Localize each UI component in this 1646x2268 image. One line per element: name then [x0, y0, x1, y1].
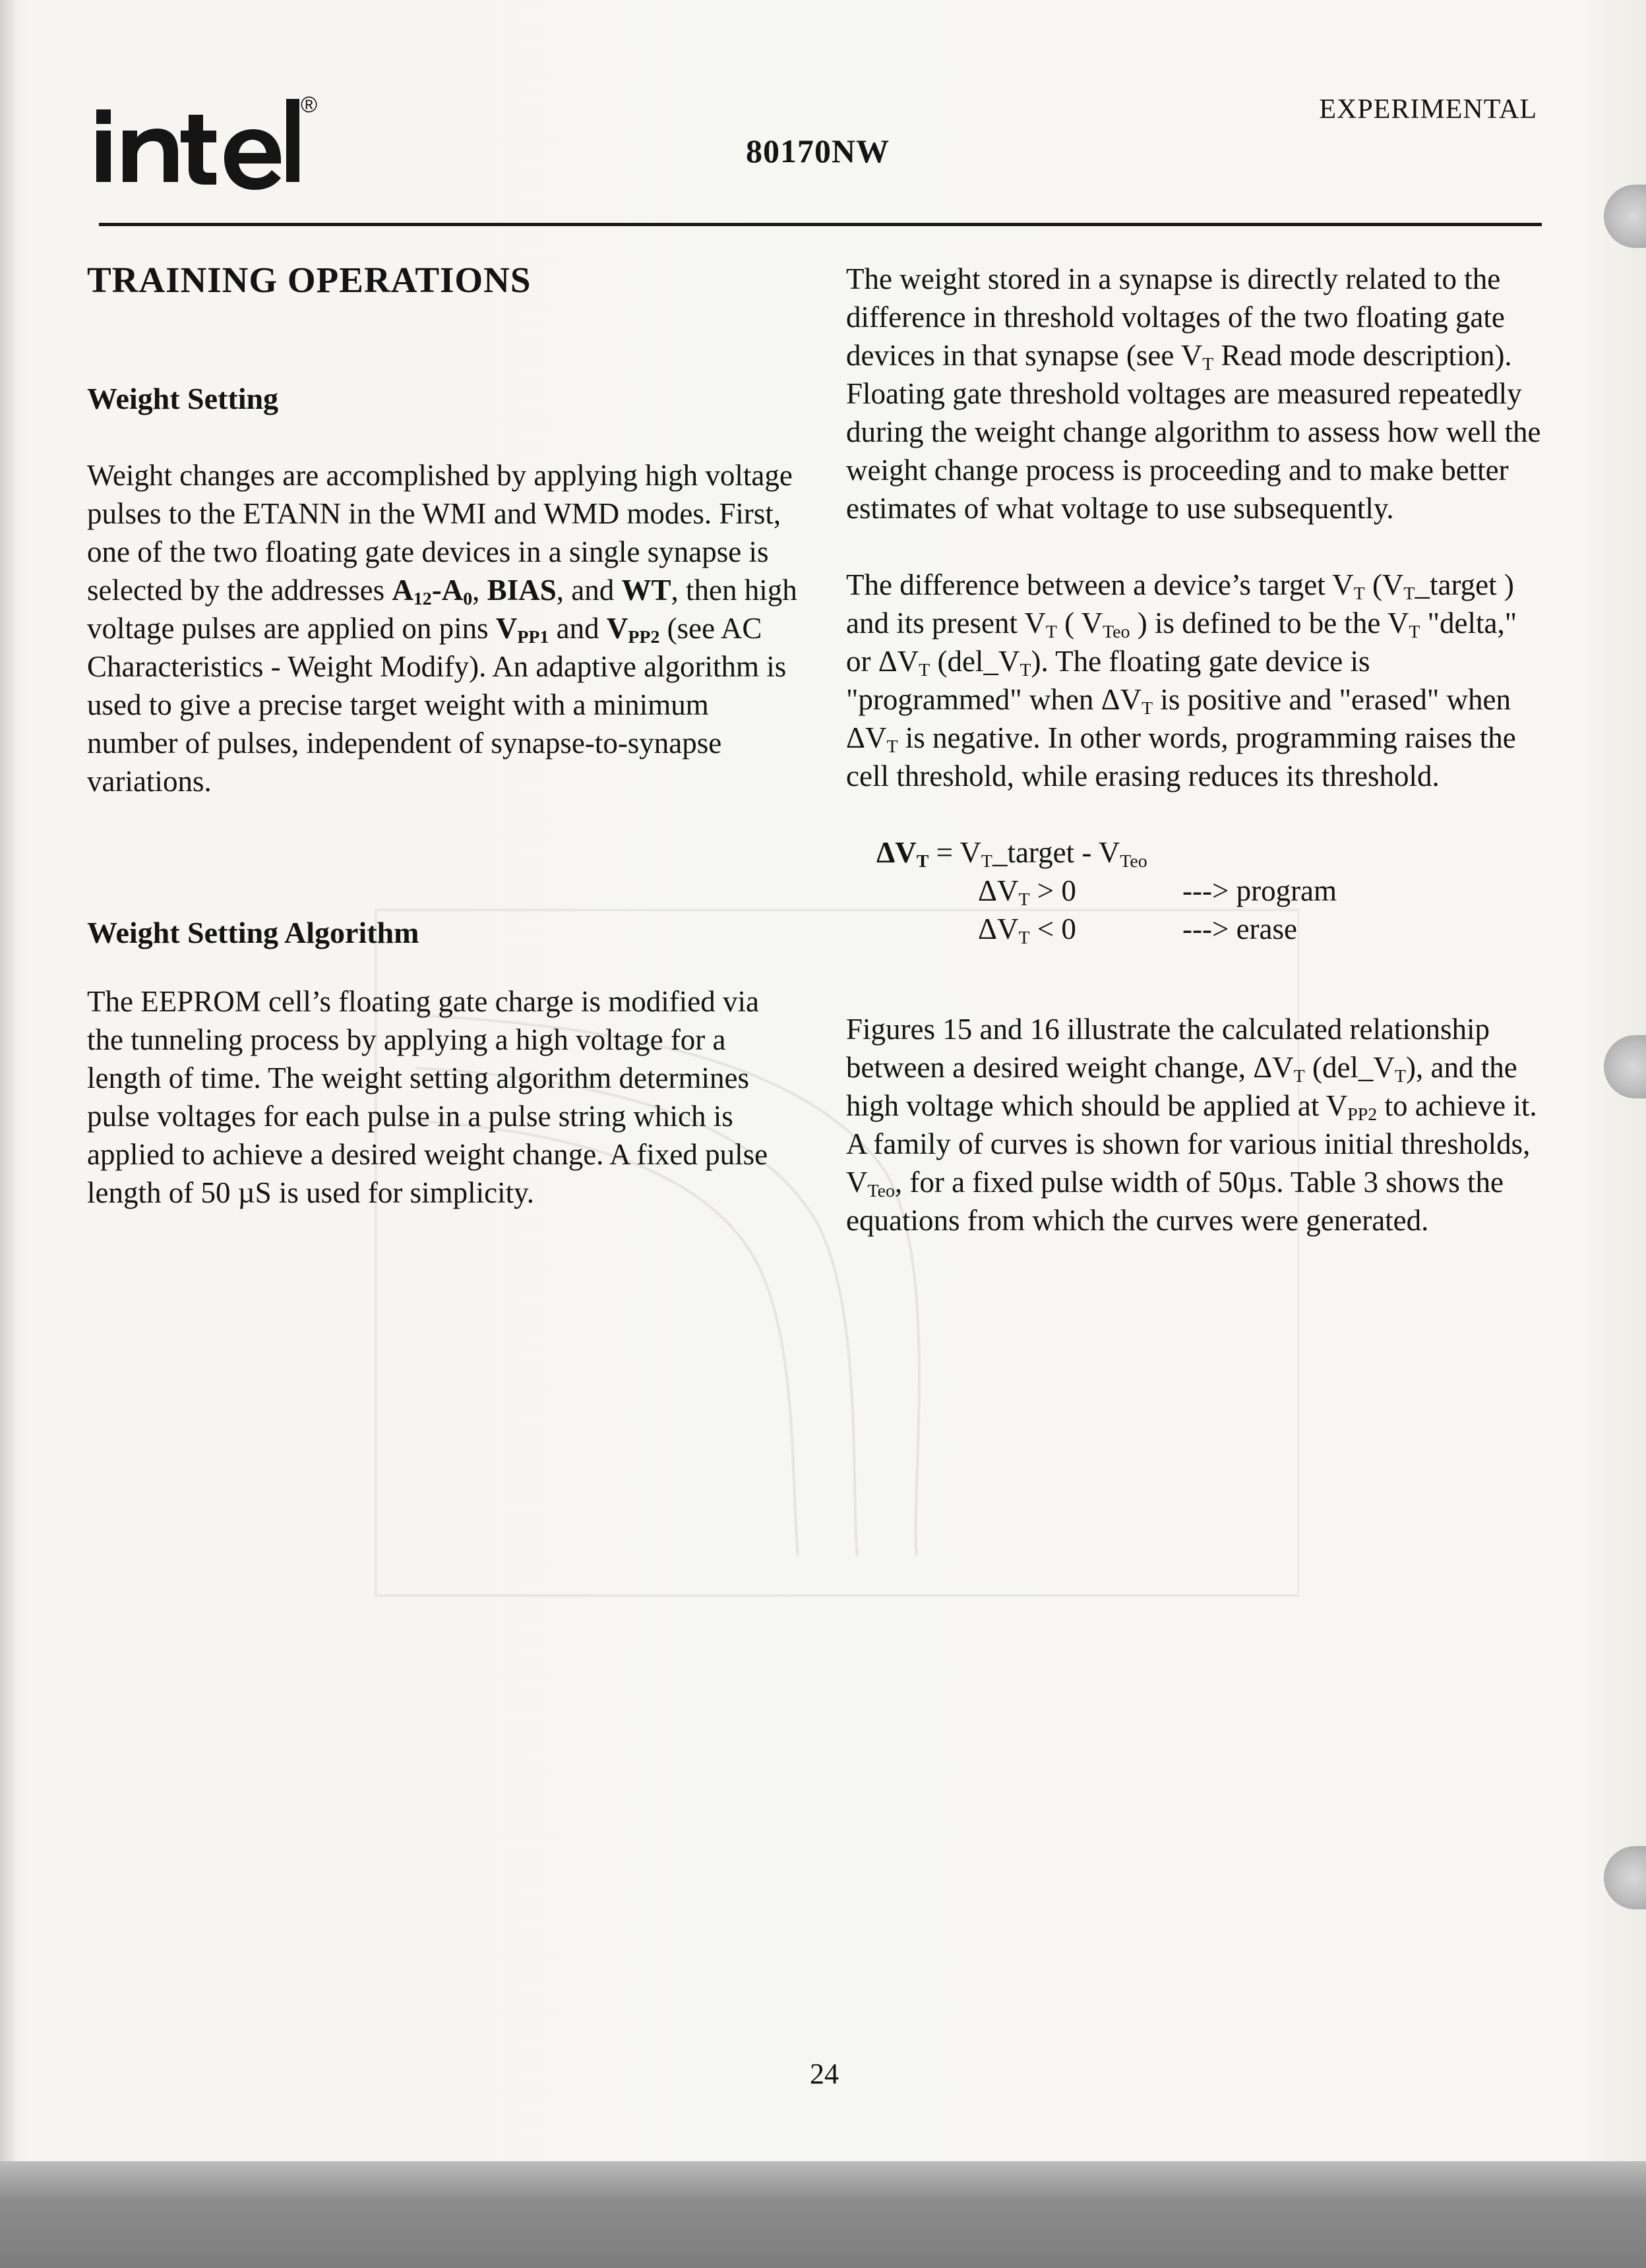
right-column [846, 260, 1545, 1239]
document-number: 80170NW [745, 133, 890, 169]
figures-paragraph: Figures 15 and 16 illustrate the calculated relationship between a desired weight change, $\Delta V_T$ $(del\_V_T)$, and the high voltage which should be applied at $V_{PP2}$ to achieve it. A family of curves is shown for various initial thresholds, $V_{Teo}$, for a fixed pulse width of 50µs. Table 3 shows the equations from which the curves were generated. [846, 1013, 1537, 1237]
binder-hole-middle [1604, 1035, 1646, 1098]
equation-definition: $\Delta V_T$ = $V_T\_target - V_{Teo}$ [876, 836, 1147, 872]
weight-setting-heading: Weight Setting [87, 382, 279, 415]
scan-background [0, 2161, 1646, 2268]
header-rule [99, 223, 1542, 226]
binder-hole-top [1604, 185, 1646, 248]
page-binding-edge [0, 0, 15, 2268]
registered-mark: ® [301, 92, 318, 117]
algorithm-heading: Weight Setting Algorithm [87, 916, 419, 949]
delta-equations [846, 833, 1545, 948]
equation-erase: $\Delta V_T < 0$ ---> erase [978, 912, 1298, 948]
weight-setting-paragraph: Weight changes are accomplished by applying high voltage pulses to the ETANN in the WMI and WMD modes. First, one of the two floating gate devices in a single synapse is selected by the addresses $A_{12}-A_0$, BIAS, and WT, then high voltage pulses are applied on pins $V_{PP1}$ and $V_{PP2}$ (see AC Characteristics - Weight Modify). An adaptive algorithm is used to give a precise target weight with a minimum number of pulses, independent of synapse-to-synapse variations. [87, 459, 797, 798]
left-column [87, 257, 799, 1212]
binder-hole-bottom [1604, 1846, 1646, 1909]
section-title: TRAINING OPERATIONS [87, 260, 532, 300]
page-number: 24 [810, 2058, 839, 2090]
algorithm-paragraph: The EEPROM cell’s floating gate charge is modified via the tunneling process by applying a high voltage for a length of time. The weight setting algorithm determines pulse voltages for each pulse in a pulse string which is applied to achieve a desired weight change. A fixed pulse length of 50 µS is used for simplicity. [87, 985, 768, 1209]
equation-program: $\Delta V_T > 0$ ---> program [978, 874, 1337, 910]
intel-logo [92, 79, 303, 191]
synapse-weight-paragraph: The weight stored in a synapse is directly related to the difference in threshold voltages of the two floating gate devices in that synapse (see $V_T$ Read mode description). Floating gate threshold voltages are measured repeatedly during the weight change algorithm to assess how well the weight change process is proceeding and to make better estimates of what voltage to use subsequently. [846, 262, 1541, 525]
status-label: EXPERIMENTAL [1319, 94, 1537, 125]
delta-definition-paragraph: The difference between a device’s target $V_T$ ($V_T\_target$ ) and its present $V_T$ ( $V_{Teo}$ ) is defined to be the $V_T$ "delta," or $\Delta V_T$ $(del\_V_T)$. The floating gate device is "programmed" when $\Delta V_T$ is positive and "erased" when $\Delta V_T$ is negative. In other words, programming raises the cell threshold, while erasing reduces its threshold. [846, 568, 1517, 792]
